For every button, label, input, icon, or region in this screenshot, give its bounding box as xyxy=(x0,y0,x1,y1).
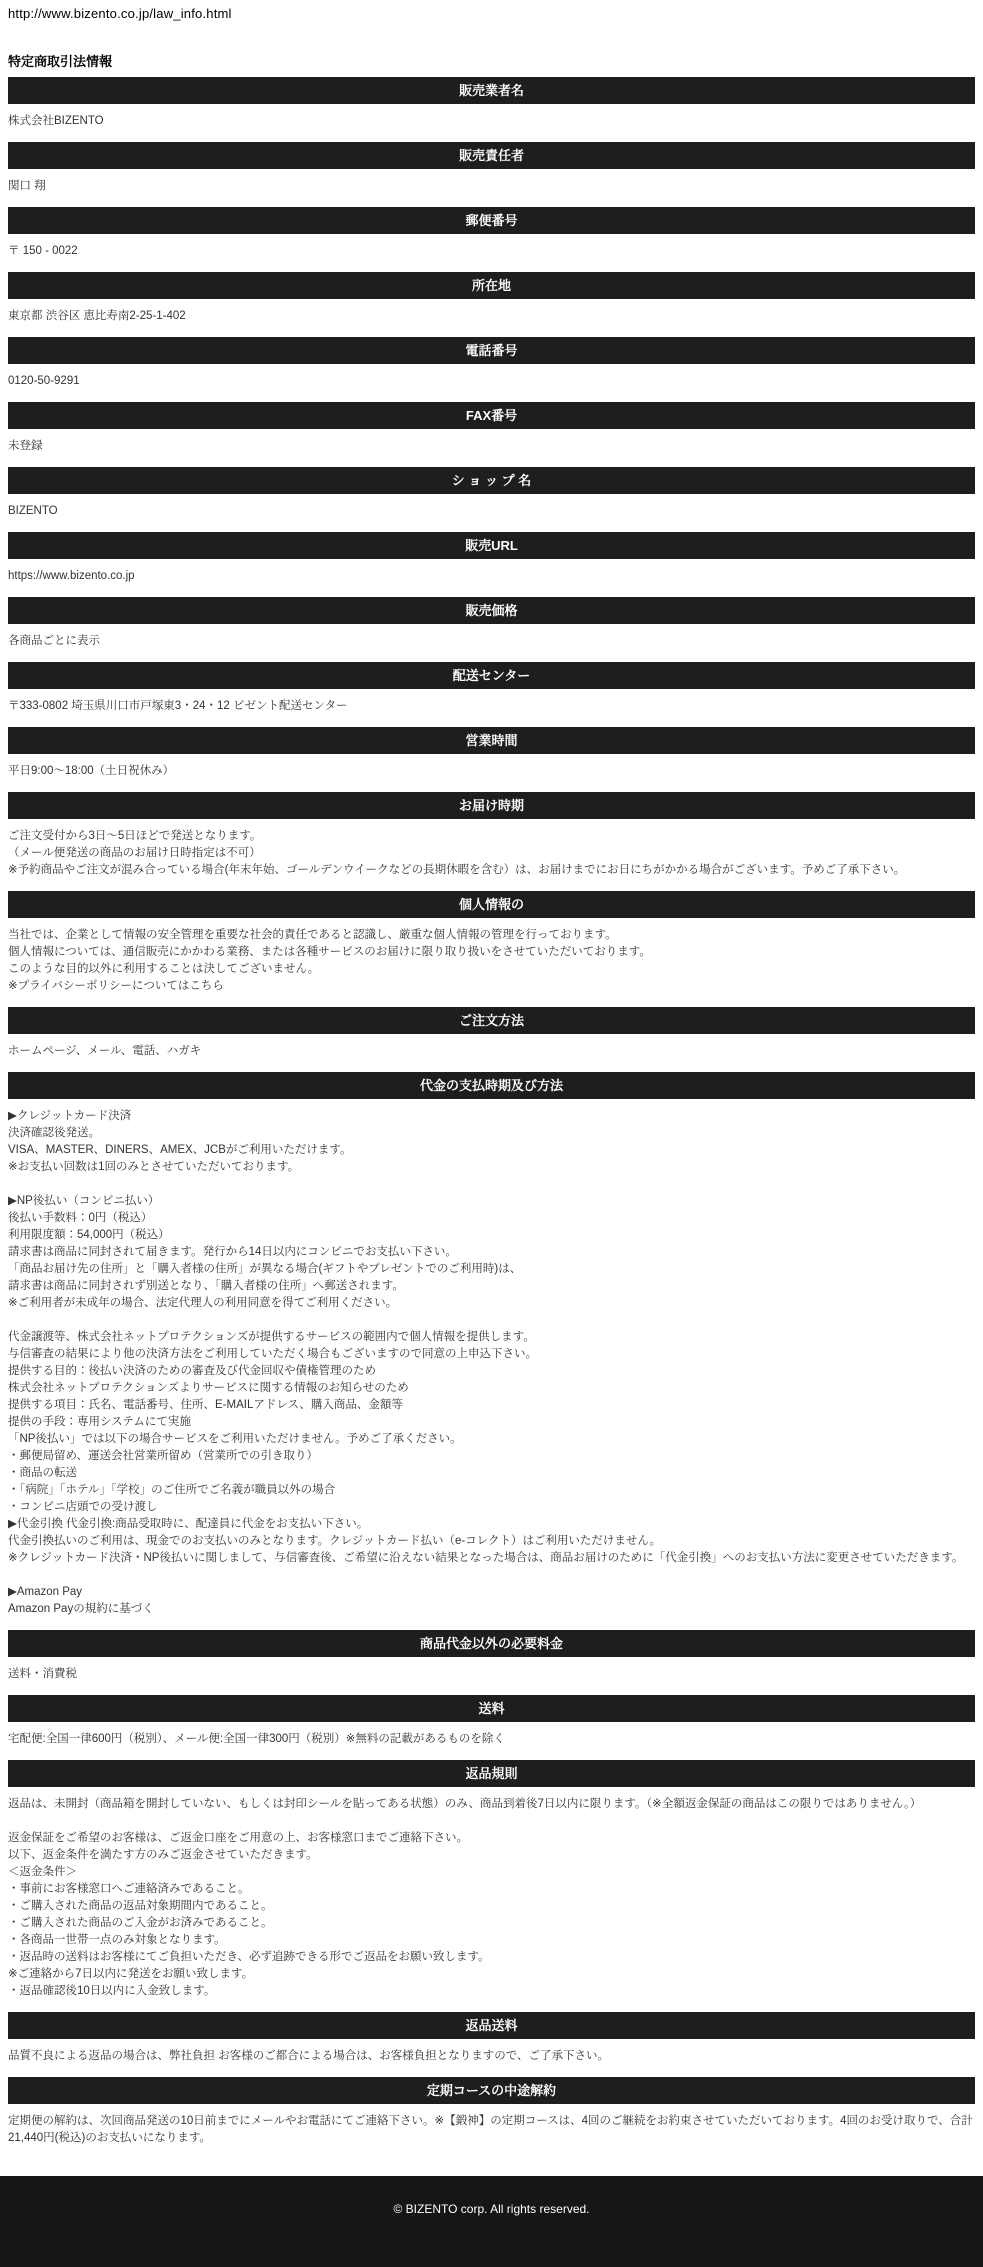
law-section xyxy=(8,597,975,662)
section-line xyxy=(8,1567,975,1584)
section-line: 宅配便:全国一律600円（税別）、メール便:全国一律300円（税別）※無料の記載があるものを除く xyxy=(8,1733,505,1745)
section-line: 決済確認後発送。 xyxy=(8,1127,100,1139)
section-line: VISA、MASTER、DINERS、AMEX、JCBがご利用いただけます。 xyxy=(8,1144,352,1156)
section-heading: 販売URL xyxy=(465,538,518,553)
section-body xyxy=(8,234,975,272)
section-line xyxy=(8,1813,975,1830)
section-body xyxy=(8,1787,975,2012)
law-section xyxy=(8,662,975,727)
section-header-bar xyxy=(8,1630,975,1657)
section-body xyxy=(8,2104,975,2158)
section-heading: 送料 xyxy=(478,1701,505,1716)
section-line: ・ご購入された商品のご入金がお済みであること。 xyxy=(8,1917,273,1929)
section-line: Amazon Payの規約に基づく xyxy=(8,1603,154,1615)
section-heading: 所在地 xyxy=(471,278,511,293)
section-body xyxy=(8,494,975,532)
law-section xyxy=(8,2012,975,2077)
section-line: 利用限度額：54,000円（税込） xyxy=(8,1229,170,1241)
section-line: 株式会社ネットプロテクションズよりサービスに関する情報のお知らせのため xyxy=(8,1382,409,1394)
section-line: ・「病院」「ホテル」「学校」のご住所でご名義が職員以外の場合 xyxy=(8,1484,336,1496)
section-line: BIZENTO xyxy=(8,505,58,517)
section-line: 〒 150 - 0022 xyxy=(8,245,78,257)
section-line: ▶Amazon Pay xyxy=(8,1586,83,1598)
section-line: 以下、返金条件を満たす方のみご返金させていただきます。 xyxy=(8,1849,318,1861)
section-line: ・返品時の送料はお客様にてご負担いただき、必ず追跡できる形でご返品をお願い致します。 xyxy=(8,1951,490,1963)
section-body xyxy=(8,624,975,662)
section-line: ・商品の転送 xyxy=(8,1467,77,1479)
section-heading: 返品規則 xyxy=(465,1766,518,1781)
section-heading: お届け時期 xyxy=(458,798,524,813)
section-header-bar xyxy=(8,77,975,104)
section-header-bar xyxy=(8,662,975,689)
section-heading: 営業時間 xyxy=(465,733,518,748)
section-header-bar xyxy=(8,1695,975,1722)
law-section xyxy=(8,792,975,891)
law-section xyxy=(8,1695,975,1760)
section-line xyxy=(8,1176,975,1193)
section-heading: 販売価格 xyxy=(465,603,518,618)
section-line: （メール便発送の商品のお届け日時指定は不可） xyxy=(8,847,261,859)
law-section xyxy=(8,402,975,467)
section-line: 東京都 渋谷区 恵比寿南2-25-1-402 xyxy=(8,310,186,322)
section-line: ・コンビニ店頭での受け渡し xyxy=(8,1501,158,1513)
section-body xyxy=(8,1034,975,1072)
section-header-bar xyxy=(8,272,975,299)
section-line: 個人情報については、通信販売にかかわる業務、または各種サービスのお届けに限り取り扱いをさせていただいております。 xyxy=(8,946,651,958)
section-header-bar xyxy=(8,337,975,364)
section-header-bar xyxy=(8,1760,975,1787)
section-body xyxy=(8,918,975,1007)
section-body xyxy=(8,1657,975,1695)
section-header-bar xyxy=(8,207,975,234)
footer xyxy=(0,2176,983,2267)
section-line: 与信審査の結果により他の決済方法をご利用していただく場合もございますので同意の上申込下さい。 xyxy=(8,1348,537,1360)
section-line: 返品は、未開封（商品箱を開封していない、もしくは封印シールを貼ってある状態）のみ、商品到着後7日以内に限ります。（※全額返金保証の商品はこの限りではありません。） xyxy=(8,1798,922,1810)
law-section xyxy=(8,272,975,337)
section-body xyxy=(8,169,975,207)
section-header-bar xyxy=(8,1072,975,1099)
law-section xyxy=(8,1760,975,2012)
section-header-bar xyxy=(8,142,975,169)
section-line: 「NP後払い」では以下の場合サービスをご利用いただけません。予めご了承ください。 xyxy=(8,1433,462,1445)
section-line xyxy=(8,1312,975,1329)
section-heading: ご注文方法 xyxy=(458,1013,524,1028)
section-line: ※クレジットカード決済・NP後払いに関しまして、与信審査後、ご希望に沿えない結果となった場合は、商品お届けのために「代金引換」へのお支払い方法に変更させていただきます。 xyxy=(8,1552,964,1564)
section-line: ・ご購入された商品の返品対象期間内であること。 xyxy=(8,1900,273,1912)
section-body xyxy=(8,299,975,337)
copyright-text: © BIZENTO corp. All rights reserved. xyxy=(393,2202,590,2216)
section-line: ホームページ、メール、電話、ハガキ xyxy=(8,1045,202,1057)
section-body xyxy=(8,559,975,597)
section-body xyxy=(8,819,975,891)
section-heading: 販売責任者 xyxy=(458,148,524,163)
section-line: https://www.bizento.co.jp xyxy=(8,570,135,582)
section-line: 品質不良による返品の場合は、弊社負担 お客様のご都合による場合は、お客様負担となりますので、ご了承下さい。 xyxy=(8,2050,609,2062)
section-heading: 販売業者名 xyxy=(458,83,524,98)
section-line: 「商品お届け先の住所」と「購入者様の住所」が異なる場合(ギフトやプレゼントでのご利用時)は、 xyxy=(8,1263,522,1275)
section-heading: 商品代金以外の必要料金 xyxy=(419,1636,563,1651)
section-line: ※プライバシーポリシーについてはこちら xyxy=(8,980,224,992)
section-line: ・返品確認後10日以内に入金致します。 xyxy=(8,1985,216,1997)
section-line: 平日9:00〜18:00（土日祝休み） xyxy=(8,765,175,777)
section-body xyxy=(8,2039,975,2077)
section-line: ▶クレジットカード決済 xyxy=(8,1110,132,1122)
section-line: ご注文受付から3日〜5日ほどで発送となります。 xyxy=(8,830,262,842)
section-line: 未登録 xyxy=(8,440,43,452)
section-heading: 返品送料 xyxy=(465,2018,518,2033)
section-heading: シ ョ ッ プ 名 xyxy=(451,473,532,488)
section-line: 各商品ごとに表示 xyxy=(8,635,100,647)
law-section xyxy=(8,467,975,532)
section-line: 提供する項目：氏名、電話番号、住所、E-MAILアドレス、購入商品、金額等 xyxy=(8,1399,403,1411)
law-section xyxy=(8,532,975,597)
section-line: ・各商品一世帯一点のみ対象となります。 xyxy=(8,1934,226,1946)
section-body xyxy=(8,104,975,142)
section-line: 後払い手数料：0円（税込） xyxy=(8,1212,153,1224)
section-line: ▶NP後払い（コンビニ払い） xyxy=(8,1195,160,1207)
section-heading: 代金の支払時期及び方法 xyxy=(419,1078,563,1093)
law-section xyxy=(8,2077,975,2158)
section-line: ※ご利用者が未成年の場合、法定代理人の利用同意を得てご利用ください。 xyxy=(8,1297,398,1309)
section-line: 0120-50-9291 xyxy=(8,375,80,387)
section-header-bar xyxy=(8,2012,975,2039)
section-line: 定期便の解約は、次回商品発送の10日前までにメールやお電話にてご連絡下さい。※【鍛神】の定期コースは、4回のご継続をお約束させていただいております。4回のお受け取りで、合計21,440円(税込)のお支払いになります。 xyxy=(8,2115,973,2144)
section-line: ＜返金条件＞ xyxy=(8,1866,77,1878)
section-line: 提供の手段：専用システムにて実施 xyxy=(8,1416,191,1428)
section-header-bar xyxy=(8,532,975,559)
section-line: 代金引換払いのご利用は、現金でのお支払いのみとなります。クレジットカード払い（e-コレクト）はご利用いただけません。 xyxy=(8,1535,662,1547)
section-line: ・郵便局留め、運送会社営業所留め（営業所での引き取り） xyxy=(8,1450,319,1462)
section-header-bar xyxy=(8,1007,975,1034)
section-header-bar xyxy=(8,402,975,429)
law-section xyxy=(8,337,975,402)
page-url-text: http://www.bizento.co.jp/law_info.html xyxy=(8,6,232,21)
section-line: ※お支払い回数は1回のみとさせていただいております。 xyxy=(8,1161,300,1173)
section-heading: 定期コースの中途解約 xyxy=(426,2083,557,2098)
section-header-bar xyxy=(8,467,975,494)
section-line: 当社では、企業として情報の安全管理を重要な社会的責任であると認識し、厳重な個人情報の管理を行っております。 xyxy=(8,929,617,941)
section-line: 送料・消費税 xyxy=(8,1668,77,1680)
section-header-bar xyxy=(8,792,975,819)
section-heading: 郵便番号 xyxy=(465,213,518,228)
section-line: 提供する目的：後払い決済のための審査及び代金回収や債権管理のため xyxy=(8,1365,376,1377)
section-heading: FAX番号 xyxy=(465,408,518,423)
section-line: このような目的以外に利用することは決してございません。 xyxy=(8,963,320,975)
section-header-bar xyxy=(8,727,975,754)
section-header-bar xyxy=(8,597,975,624)
page-title: 特定商取引法情報 xyxy=(8,54,113,69)
law-section xyxy=(8,77,975,142)
section-line: 株式会社BIZENTO xyxy=(8,115,104,127)
law-section xyxy=(8,207,975,272)
section-line: 返金保証をご希望のお客様は、ご返金口座をご用意の上、お客様窓口までご連絡下さい。 xyxy=(8,1832,468,1844)
section-line: 〒333-0802 埼玉県川口市戸塚東3・24・12 ビゼント配送センター xyxy=(8,700,348,712)
section-heading: 配送センター xyxy=(452,668,531,683)
section-line: ※ご連絡から7日以内に発送をお願い致します。 xyxy=(8,1968,254,1980)
section-line: 代金譲渡等、株式会社ネットプロテクションズが提供するサービスの範囲内で個人情報を提供します。 xyxy=(8,1331,535,1343)
section-line: ・事前にお客様窓口へご連絡済みであること。 xyxy=(8,1883,250,1895)
law-section xyxy=(8,142,975,207)
section-body xyxy=(8,754,975,792)
section-header-bar xyxy=(8,2077,975,2104)
section-body xyxy=(8,1099,975,1630)
law-section xyxy=(8,1072,975,1630)
section-body xyxy=(8,364,975,402)
section-line: 請求書は商品に同封されて届きます。発行から14日以内にコンビニでお支払い下さい。 xyxy=(8,1246,457,1258)
section-body xyxy=(8,429,975,467)
section-heading: 電話番号 xyxy=(465,343,518,358)
section-body xyxy=(8,689,975,727)
section-header-bar xyxy=(8,891,975,918)
section-line: 関口 翔 xyxy=(8,180,46,192)
law-section xyxy=(8,1007,975,1072)
section-heading: 個人情報の xyxy=(458,897,524,912)
sections xyxy=(8,77,975,2158)
section-line: ▶代金引換 代金引換:商品受取時に、配達員に代金をお支払い下さい。 xyxy=(8,1518,369,1530)
law-section xyxy=(8,727,975,792)
section-body xyxy=(8,1722,975,1760)
section-line: 請求書は商品に同封されず別送となり、「購入者様の住所」へ郵送されます。 xyxy=(8,1280,404,1292)
law-section xyxy=(8,891,975,1007)
section-line: ※予約商品やご注文が混み合っている場合(年末年始、ゴールデンウイークなどの長期休暇を含む）は、お届けまでにお日にちがかかる場合がございます。予めご了承下さい。 xyxy=(8,864,906,876)
law-section xyxy=(8,1630,975,1695)
